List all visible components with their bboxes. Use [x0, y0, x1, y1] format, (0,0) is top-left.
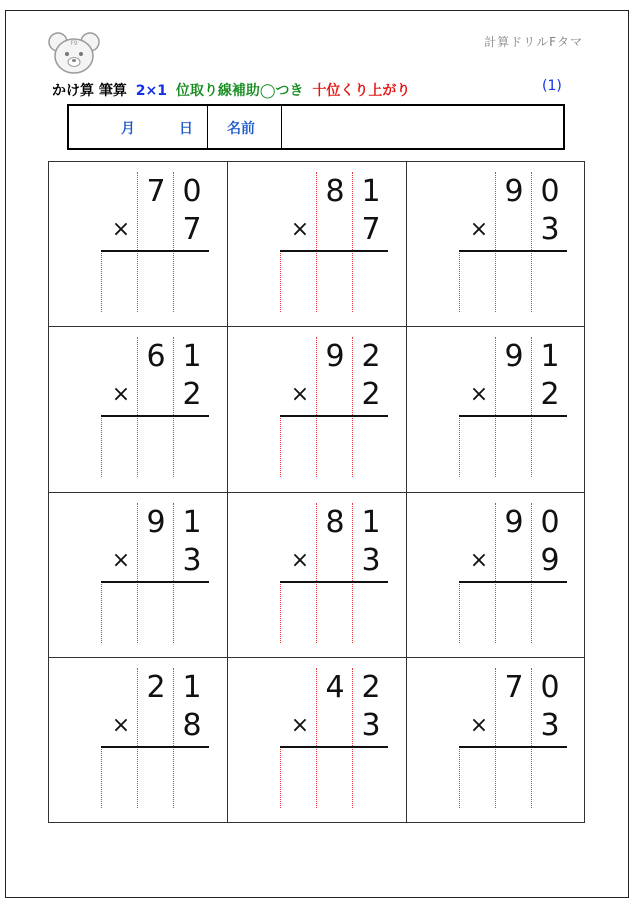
bear-logo-icon — [46, 30, 102, 76]
name-box-divider — [281, 106, 282, 148]
tens-digit: 4 — [325, 670, 345, 705]
answer-rule — [101, 250, 209, 252]
problem-cell — [407, 162, 586, 327]
ones-digit: 2 — [361, 670, 381, 705]
title-part-digits: 2×1 — [135, 83, 167, 99]
place-value-guide-line — [101, 581, 102, 643]
problem-cell — [407, 658, 586, 823]
multiplier-digit: 2 — [182, 377, 202, 412]
tens-digit: 8 — [325, 174, 345, 209]
place-value-guide-line — [459, 581, 460, 643]
answer-rule — [459, 746, 567, 748]
ones-digit: 1 — [182, 339, 202, 374]
ones-digit: 1 — [182, 505, 202, 540]
ones-digit: 0 — [540, 505, 560, 540]
place-value-guide-line — [459, 415, 460, 477]
times-sign: × — [469, 217, 489, 242]
ones-digit: 0 — [182, 174, 202, 209]
multiplier-digit: 7 — [182, 212, 202, 247]
problem-cell — [228, 658, 407, 823]
ones-digit: 1 — [182, 670, 202, 705]
day-label: 日 — [179, 121, 193, 137]
answer-rule — [280, 415, 388, 417]
times-sign: × — [111, 548, 131, 573]
answer-rule — [280, 250, 388, 252]
tens-digit: 9 — [504, 339, 524, 374]
answer-rule — [101, 581, 209, 583]
problem-cell — [407, 493, 586, 658]
place-value-guide-line — [459, 250, 460, 312]
problem-cell — [49, 658, 228, 823]
tens-digit: 7 — [146, 174, 166, 209]
place-value-guide-line — [280, 581, 281, 643]
multiplier-digit: 2 — [540, 377, 560, 412]
problem-cell — [228, 327, 407, 492]
answer-rule — [459, 250, 567, 252]
tens-digit: 7 — [504, 670, 524, 705]
multiplier-digit: 7 — [361, 212, 381, 247]
ones-digit: 2 — [361, 339, 381, 374]
tens-digit: 9 — [504, 174, 524, 209]
tens-digit: 2 — [146, 670, 166, 705]
place-value-guide-line — [101, 746, 102, 808]
multiplier-digit: 8 — [182, 708, 202, 743]
tens-digit: 9 — [325, 339, 345, 374]
title-part-operation: かけ算 筆算 — [52, 83, 127, 99]
brand-label: 計算ドリルFタマ — [484, 35, 583, 49]
multiplier-digit: 3 — [361, 543, 381, 578]
answer-rule — [101, 746, 209, 748]
problem-cell — [228, 493, 407, 658]
times-sign: × — [111, 217, 131, 242]
answer-rule — [280, 746, 388, 748]
tens-digit: 9 — [146, 505, 166, 540]
times-sign: × — [290, 382, 310, 407]
place-value-guide-line — [101, 250, 102, 312]
problem-cell — [49, 162, 228, 327]
problem-cell — [228, 162, 407, 327]
month-label: 月 — [121, 121, 135, 137]
problem-cell — [407, 327, 586, 492]
times-sign: × — [469, 713, 489, 738]
title-part-carry: 十位くり上がり — [312, 83, 411, 99]
problem-cell — [49, 327, 228, 492]
times-sign: × — [469, 382, 489, 407]
tens-digit: 6 — [146, 339, 166, 374]
title-part-guide: 位取り線補助◯つき — [175, 83, 304, 99]
multiplier-digit: 3 — [540, 708, 560, 743]
place-value-guide-line — [280, 415, 281, 477]
name-label: 名前 — [227, 121, 255, 137]
tens-digit: 9 — [504, 505, 524, 540]
name-box-divider — [207, 106, 208, 148]
answer-rule — [280, 581, 388, 583]
times-sign: × — [469, 548, 489, 573]
problem-cell — [49, 493, 228, 658]
multiplier-digit: 2 — [361, 377, 381, 412]
times-sign: × — [111, 713, 131, 738]
ones-digit: 0 — [540, 670, 560, 705]
times-sign: × — [290, 713, 310, 738]
problem-grid — [48, 161, 585, 823]
ones-digit: 0 — [540, 174, 560, 209]
multiplier-digit: 3 — [540, 212, 560, 247]
answer-rule — [459, 581, 567, 583]
multiplier-digit: 3 — [182, 543, 202, 578]
times-sign: × — [111, 382, 131, 407]
sheet-number: (1) — [542, 78, 562, 94]
ones-digit: 1 — [361, 174, 381, 209]
place-value-guide-line — [101, 415, 102, 477]
answer-rule — [101, 415, 209, 417]
answer-rule — [459, 415, 567, 417]
tens-digit: 8 — [325, 505, 345, 540]
times-sign: × — [290, 217, 310, 242]
ones-digit: 1 — [361, 505, 381, 540]
place-value-guide-line — [459, 746, 460, 808]
place-value-guide-line — [280, 746, 281, 808]
name-date-box — [67, 104, 565, 150]
ones-digit: 1 — [540, 339, 560, 374]
logo-text: F9 — [70, 40, 78, 47]
worksheet-title — [52, 80, 414, 100]
multiplier-digit: 9 — [540, 543, 560, 578]
multiplier-digit: 3 — [361, 708, 381, 743]
times-sign: × — [290, 548, 310, 573]
place-value-guide-line — [280, 250, 281, 312]
